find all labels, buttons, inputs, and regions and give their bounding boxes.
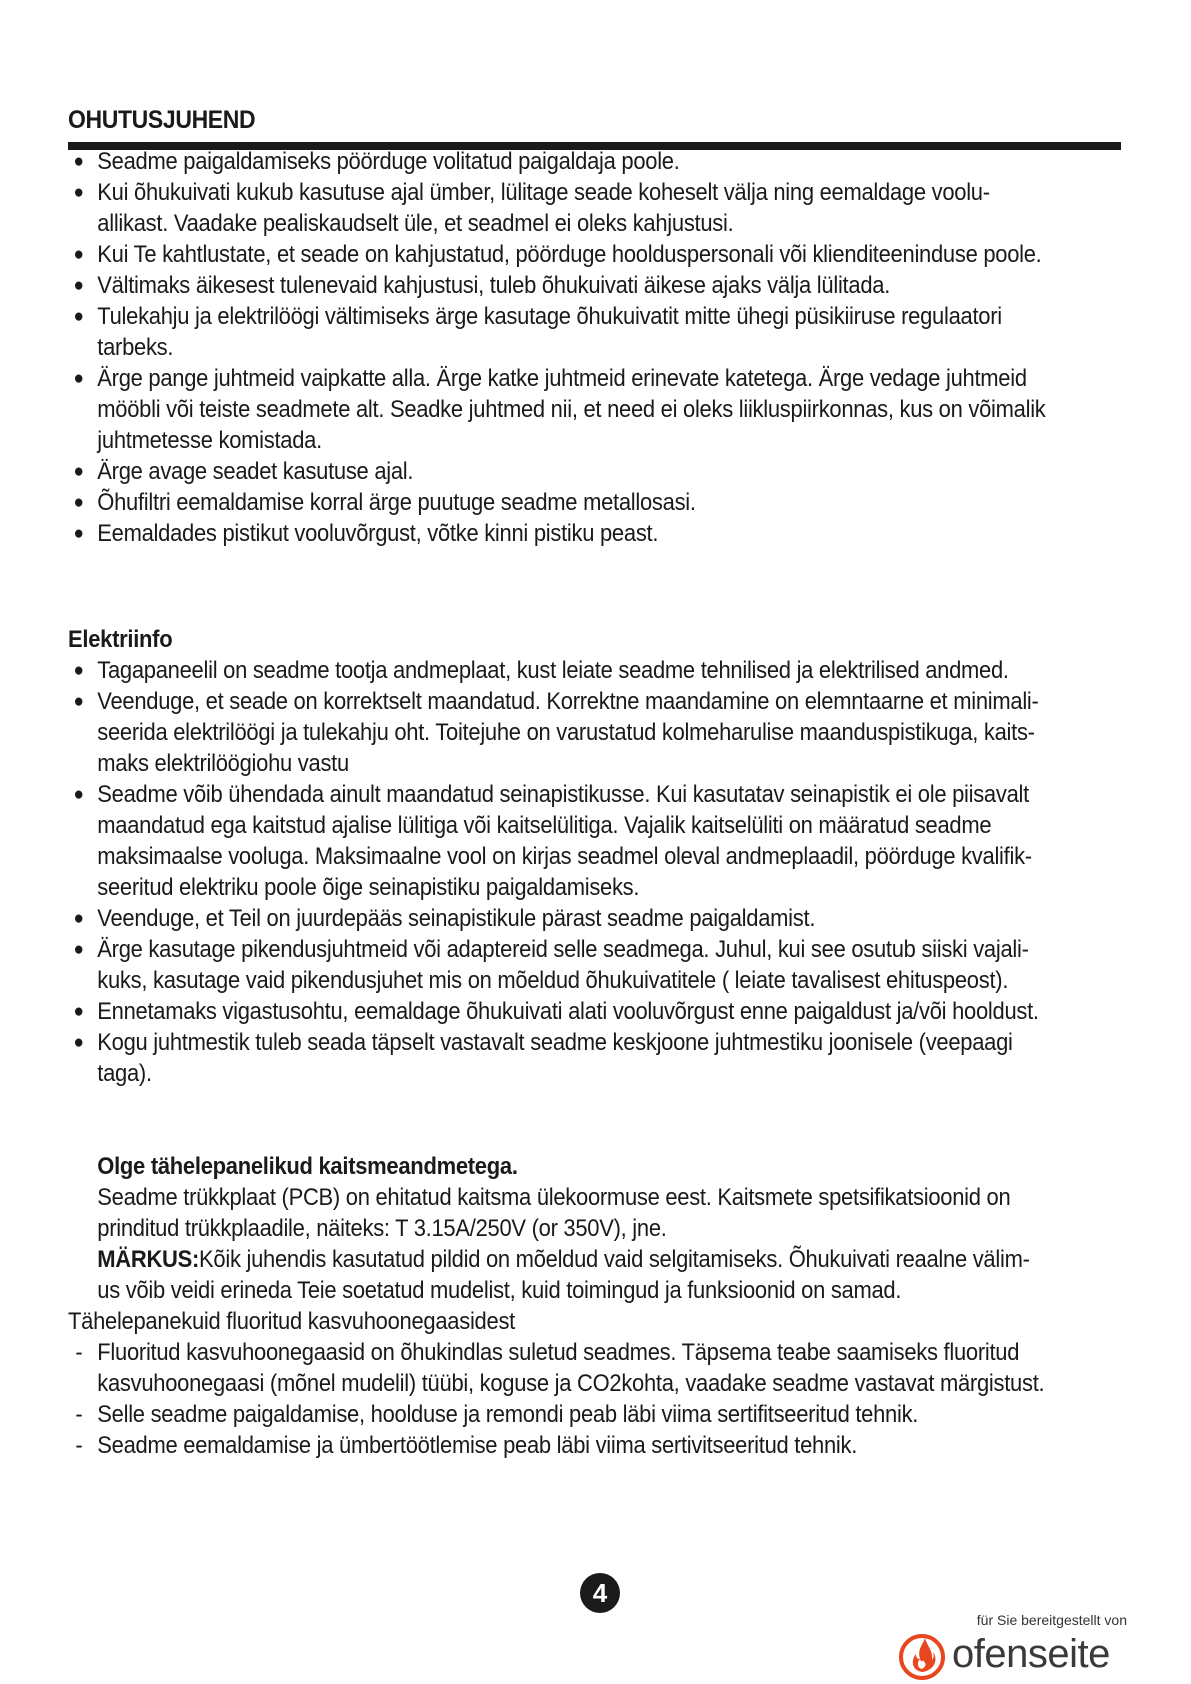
bullet-icon: ●: [73, 523, 84, 544]
gas-title: Tähelepanekuid fluoritud kasvuhoonegaasidest: [68, 1308, 515, 1335]
bullet-icon: ●: [73, 492, 84, 513]
bullet-icon: ●: [73, 784, 84, 805]
list-item: ● Eemaldades pistikut vooluvõrgust, võtke kinni pistiku peast.: [73, 520, 659, 547]
fuse-text: prinditud trükkplaadile, näiteks: T 3.15A/250V (or 350V), jne.: [97, 1215, 667, 1242]
bullet-icon: ●: [73, 691, 84, 712]
electric-section: [68, 624, 1120, 1089]
list-item: ● Kui õhukuivati kukub kasutuse ajal ümber, lülitage seade koheselt välja ning eemaldage voolu- allikast. Vaadake pealiskaudselt üle, et seadmel ei oleks kahjustusi.: [73, 179, 990, 237]
list-item: ● Seadme paigaldamiseks pöörduge volitatud paigaldaja poole.: [73, 148, 680, 175]
list-item: ● Kui Te kahtlustate, et seade on kahjustatud, pöörduge hoolduspersonali või klienditeeninduse poole.: [73, 241, 1042, 268]
note-label: MÄRKUS:: [97, 1246, 200, 1273]
list-item: ● Tagapaneelil on seadme tootja andmeplaat, kust leiate seadme tehnilised ja elektrilised andmed.: [73, 657, 1009, 684]
brand-tagline: für Sie bereitgestellt von: [976, 1612, 1127, 1628]
bullet-icon: ●: [73, 275, 84, 296]
dash-icon: -: [75, 1401, 83, 1428]
bullet-icon: ●: [73, 908, 84, 929]
list-item: ● Veenduge, et seade on korrektselt maandatud. Korrektne maandamine on elemntaarne et minimali- seerida elektrilöögi ja tulekahju oht. Toitejuhe on varustatud kolmeharulise maanduspistikuga, kaits- maks elektrilöögiohu vastu: [73, 688, 1039, 777]
notice-title: Olge tähelepanelikud kaitsmeandmetega.: [97, 1153, 518, 1180]
page-number: 4: [580, 1573, 620, 1613]
section-title: Elektriinfo: [68, 626, 173, 653]
list-item: ● Tulekahju ja elektrilöögi vältimiseks ärge kasutage õhukuivatit mitte ühegi püsikiiruse regulaatori tarbeks.: [73, 303, 1002, 361]
bullet-icon: ●: [73, 182, 84, 203]
dash-icon: -: [75, 1432, 83, 1459]
list-item: - Selle seadme paigaldamise, hoolduse ja remondi peab läbi viima sertifitseeritud tehnik.: [75, 1401, 919, 1428]
brand-name: ofenseite: [952, 1632, 1110, 1676]
bullet-icon: ●: [73, 939, 84, 960]
safety-list: [68, 146, 1120, 549]
list-item: - Seadme eemaldamise ja ümbertöötlemise peab läbi viima sertivitseeritud tehnik.: [75, 1432, 858, 1459]
list-item: - Fluoritud kasvuhoonegaasid on õhukindlas suletud seadmes. Täpsema teabe saamiseks fluoritud kasvuhoonegaasi (mõnel mudelil) tüübi, koguse ja CO2kohta, vaadake seadme vastavat märgistust.: [75, 1339, 1045, 1397]
list-item: ● Seadme võib ühendada ainult maandatud seinapistikusse. Kui kasutatav seinapistik ei ole piisavalt maandatud ega kaitstud ajalise lülitiga või kaitselülitiga. Vajalik kaitselüliti on määratud seadme maksimaalse vooluga. Maksimaalne vool on kirjas seadmel oleval andmeplaadil, pöörduge kvalifik- seeritud elektriku poole õige seinapistiku paigaldamiseks.: [73, 781, 1032, 901]
page-heading: OHUTUSJUHEND: [68, 106, 256, 134]
bullet-icon: ●: [73, 368, 84, 389]
bullet-icon: ●: [73, 306, 84, 327]
bullet-icon: ●: [73, 151, 84, 172]
list-item: ● Veenduge, et Teil on juurdepääs seinapistikule pärast seadme paigaldamist.: [73, 905, 816, 932]
list-item: ● Kogu juhtmestik tuleb seada täpselt vastavalt seadme keskjoone juhtmestiku joonisele (veepaagi taga).: [73, 1029, 1013, 1087]
notice-section: [68, 1151, 1120, 1461]
bullet-icon: ●: [73, 660, 84, 681]
flame-icon: [897, 1630, 947, 1680]
list-item: ● Vältimaks äikesest tulenevaid kahjustusi, tuleb õhukuivati äikese ajaks välja lülitada.: [73, 272, 891, 299]
list-item: ● Ennetamaks vigastusohtu, eemaldage õhukuivati alati vooluvõrgust enne paigaldust ja/või hooldust.: [73, 998, 1039, 1025]
note-text: us võib veidi erineda Teie soetatud mudelist, kuid toimingud ja funksioonid on samad.: [97, 1277, 902, 1304]
note-text: MÄRKUS:Kõik juhendis kasutatud pildid on mõeldud vaid selgitamiseks. Õhukuivati reaalne välim-: [97, 1246, 1030, 1273]
list-item: ● Õhufiltri eemaldamise korral ärge puutuge seadme metallosasi.: [73, 489, 696, 516]
list-item: ● Ärge avage seadet kasutuse ajal.: [73, 458, 414, 485]
bullet-icon: ●: [73, 1001, 84, 1022]
fuse-text: Seadme trükkplaat (PCB) on ehitatud kaitsma ülekoormuse eest. Kaitsmete spetsifikatsioonid on: [97, 1184, 1011, 1211]
dash-icon: -: [75, 1339, 83, 1366]
bullet-icon: ●: [73, 461, 84, 482]
bullet-icon: ●: [73, 244, 84, 265]
list-item: ● Ärge kasutage pikendusjuhtmeid või adaptereid selle seadmega. Juhul, kui see osutub siiski vajali- kuks, kasutage vaid pikendusjuhet mis on mõeldud õhukuivatitele ( leiate tavalisest ehituspeost).: [73, 936, 1029, 994]
bullet-icon: ●: [73, 1032, 84, 1053]
list-item: ● Ärge pange juhtmeid vaipkatte alla. Ärge katke juhtmeid erinevate katetega. Ärge vedage juhtmeid mööbli või teiste seadmete alt. Seadke juhtmed nii, et need ei oleks liikluspiirkonnas, kus on võimalik juhtmetesse komistada.: [73, 365, 1046, 454]
